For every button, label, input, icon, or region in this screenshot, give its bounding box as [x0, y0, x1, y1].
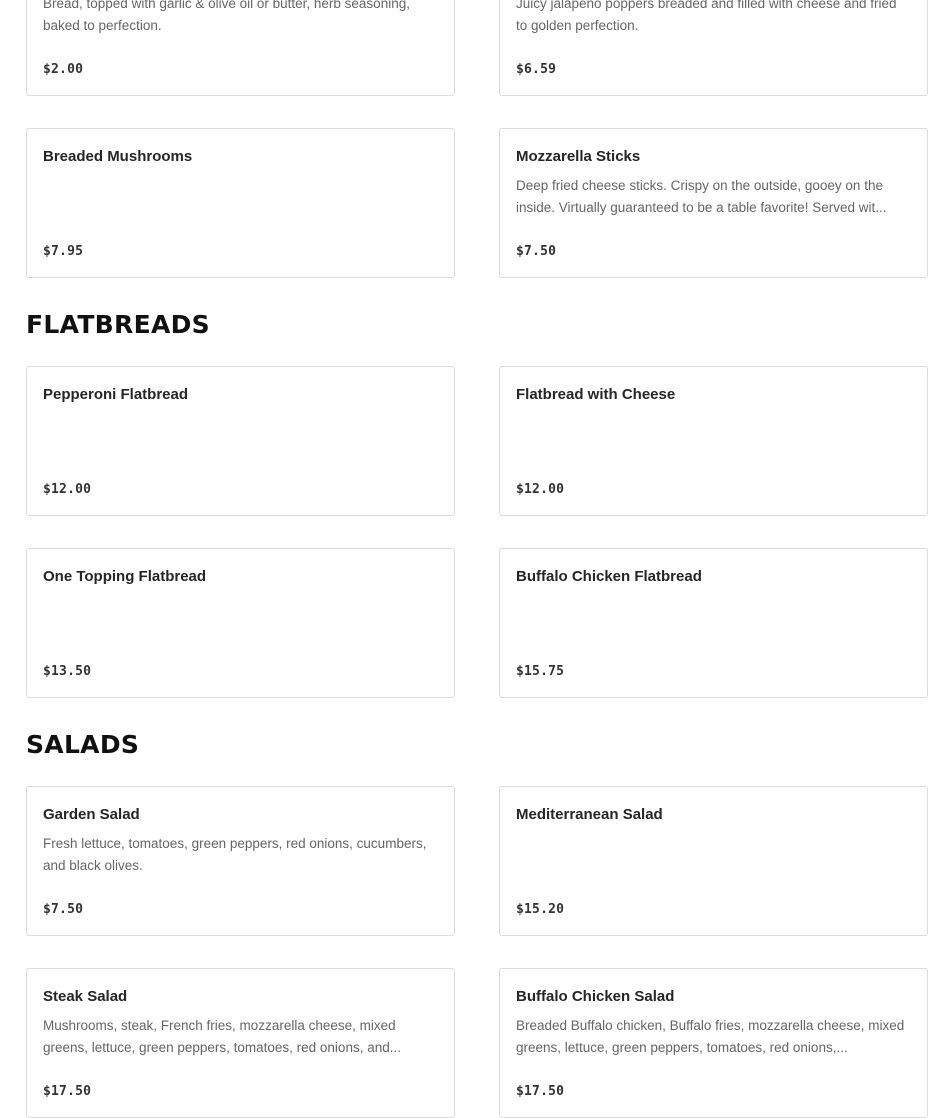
item-name: Mozzarella Sticks: [516, 148, 641, 165]
menu-item-card[interactable]: [499, 786, 928, 936]
menu-item-card[interactable]: [26, 366, 455, 516]
menu-item-card[interactable]: [499, 968, 928, 1118]
menu-item-card[interactable]: [499, 366, 928, 516]
item-name: Pepperoni Flatbread: [43, 386, 189, 403]
item-price: $17.50: [516, 1084, 565, 1099]
item-price: $12.00: [43, 482, 92, 497]
menu-item-card[interactable]: [499, 128, 928, 278]
item-name: Steak Salad: [43, 988, 128, 1005]
item-description: Mushrooms, steak, French fries, mozzarella cheese, mixed greens, lettuce, green peppers, tomatoes, red onions, and...: [43, 1018, 401, 1055]
item-price: $12.00: [516, 482, 565, 497]
item-name: Flatbread with Cheese: [516, 386, 676, 403]
section-heading-salads: SALADS: [26, 730, 140, 759]
item-price: $7.50: [516, 244, 557, 259]
section-heading-flatbreads: FLATBREADS: [26, 310, 210, 339]
menu-item-card[interactable]: [26, 0, 455, 96]
item-price: $7.95: [43, 244, 84, 259]
item-description: Juicy jalapeño poppers breaded and filled with cheese and fried to golden perfection.: [516, 0, 897, 33]
menu-item-card[interactable]: [499, 548, 928, 698]
menu-item-card[interactable]: [26, 548, 455, 698]
item-name: Breaded Mushrooms: [43, 148, 193, 165]
item-price: $15.20: [516, 902, 565, 917]
item-price: $15.75: [516, 664, 565, 679]
item-price: $17.50: [43, 1084, 92, 1099]
item-price: $6.59: [516, 62, 557, 77]
item-price: $13.50: [43, 664, 92, 679]
menu-item-card[interactable]: [499, 0, 928, 96]
item-name: Mediterranean Salad: [516, 806, 663, 823]
menu-item-card[interactable]: [26, 786, 455, 936]
menu-item-card[interactable]: [26, 128, 455, 278]
item-name: Buffalo Chicken Flatbread: [516, 568, 702, 585]
item-description: Deep fried cheese sticks. Crispy on the outside, gooey on the inside. Virtually guaranteed to be a table favorite! Served wit...: [516, 178, 887, 215]
item-name: Garden Salad: [43, 806, 140, 823]
item-price: $2.00: [43, 62, 84, 77]
menu-item-card[interactable]: [26, 968, 455, 1118]
item-name: One Topping Flatbread: [43, 568, 207, 585]
item-description: Fresh lettuce, tomatoes, green peppers, red onions, cucumbers, and black olives.: [43, 836, 427, 873]
item-price: $7.50: [43, 902, 84, 917]
item-name: Buffalo Chicken Salad: [516, 988, 675, 1005]
item-description: Bread, topped with garlic & olive oil or butter, herb seasoning, baked to perfection.: [43, 0, 410, 33]
item-description: Breaded Buffalo chicken, Buffalo fries, mozzarella cheese, mixed greens, lettuce, green peppers, tomatoes, red onions,...: [516, 1018, 905, 1055]
